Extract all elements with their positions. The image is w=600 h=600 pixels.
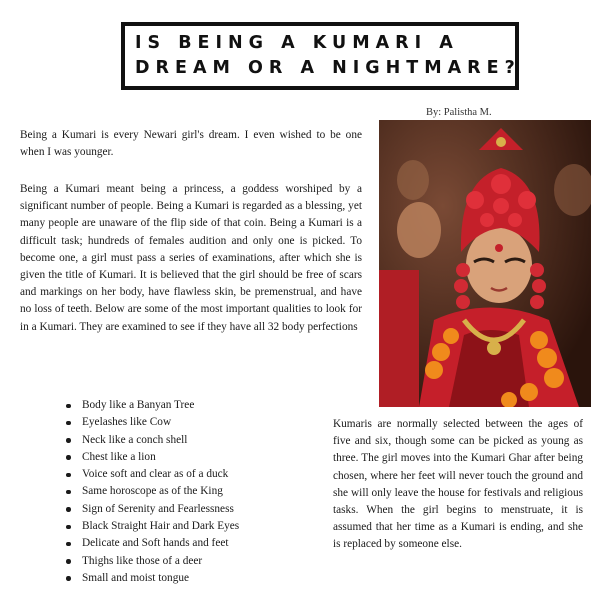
list-item: Thighs like those of a deer (64, 553, 334, 570)
list-item: Black Straight Hair and Dark Eyes (64, 518, 334, 535)
title-box (121, 22, 519, 90)
list-item: Voice soft and clear as of a duck (64, 466, 334, 483)
intro-paragraph: Being a Kumari is every Newari girl's dream. I even wished to be one when I was younger. (20, 129, 362, 159)
list-item: Chest like a lion (64, 449, 334, 466)
list-item: Delicate and Soft hands and feet (64, 535, 334, 552)
title-line-1: IS BEING A KUMARI A (135, 33, 459, 53)
list-item: Same horoscope as of the King (64, 483, 334, 500)
selection-paragraph: Kumaris are normally selected between the ages of five and six, though some can be picked as young as three. The girl moves into the Kumari Ghar after being chosen, where her feet will never touch the ground and she will only leave the house for festivals and religious tasks. When the girl begins to menstruate, it is assumed that her time as a Kumari is ending, and she is replaced by someone else. (333, 418, 583, 551)
perfections-list (64, 397, 334, 587)
list-item: Body like a Banyan Tree (64, 397, 334, 414)
list-item: Eyelashes like Cow (64, 414, 334, 431)
title-line-2: DREAM OR A NIGHTMARE? (135, 58, 521, 78)
kumari-photo-illustration (379, 120, 591, 407)
list-item: Neck like a conch shell (64, 432, 334, 449)
body-paragraph: Being a Kumari meant being a princess, a goddess worshiped by a significant number of people. Being a Kumari is regarded as a blessing, yet many people are unaware of the flip side of that coin. Being a Kumari is a difficult task; hundreds of females audition and only one is picked. To become one, a girl must pass a series of examinations, after which she is given the title of Kumari. It is believed that the girl should be free of scars and markings on her body, have flawless skin, be premenstrual, and have no loss of teeth. Below are some of the most important qualities to look for in a Kumari. They are examined to see if they have all 32 body perfections (20, 183, 362, 333)
list-item: Sign of Serenity and Fearlessness (64, 501, 334, 518)
kumari-photo (379, 120, 591, 407)
list-item: Small and moist tongue (64, 570, 334, 587)
author-byline: By: Palistha M. (426, 107, 492, 118)
